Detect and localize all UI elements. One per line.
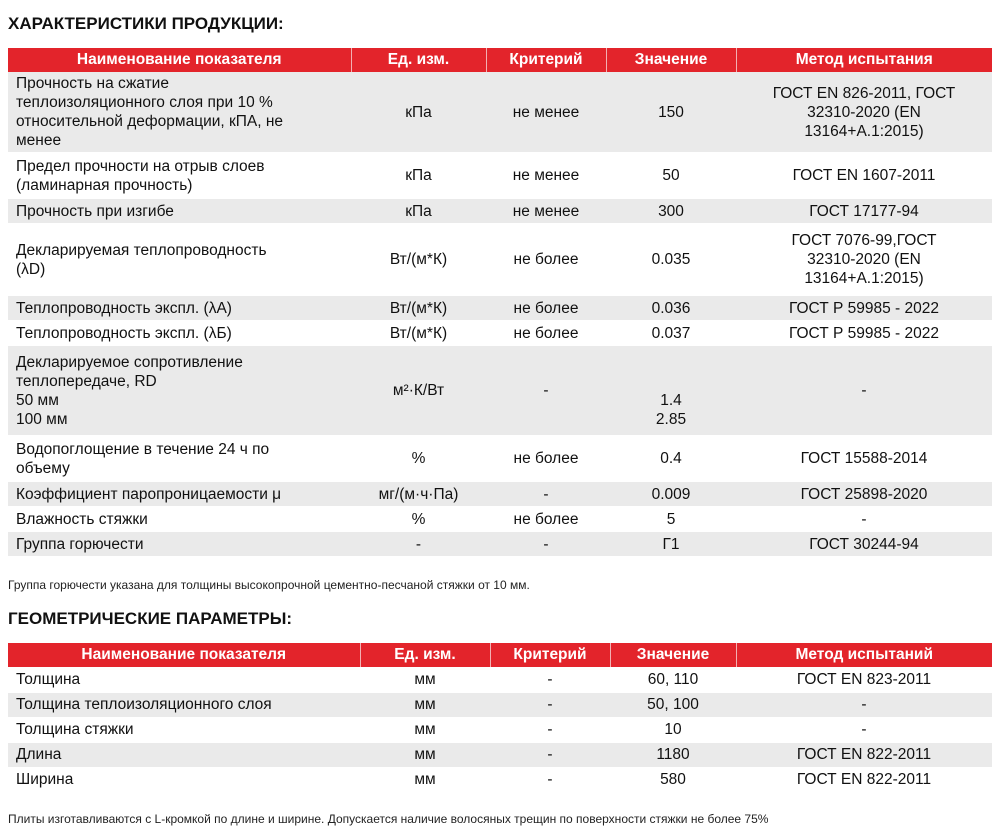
cell-method-line: ГОСТ 7076-99,ГОСТ — [791, 232, 937, 249]
cell-value-line: 1.4 — [660, 392, 682, 409]
cell-name-line: Коэффициент паропроницаемости μ — [16, 485, 282, 503]
cell-name: Длина — [8, 742, 360, 767]
table-row — [8, 717, 992, 742]
table-row — [8, 199, 992, 224]
cell-unit: Вт/(м*К) — [351, 296, 486, 321]
cell-value — [606, 153, 736, 199]
cell-method-line: - — [861, 510, 867, 528]
cell-value: 50, 100 — [610, 692, 736, 717]
section2-note: Плиты изготавливаются с L-кромкой по длине и ширине. Допускается наличие волосяных трещин по поверхности стяжки не более 75% — [8, 812, 769, 826]
cell-method-line: ГОСТ 25898-2020 — [800, 485, 928, 503]
cell-criterion: - — [490, 667, 610, 692]
cell-name-line: теплоизоляционного слоя при 10 % — [16, 94, 273, 111]
cell-name — [8, 436, 351, 482]
cell-name-line: Теплопроводность экспл. (λБ) — [16, 324, 232, 342]
characteristics-table — [8, 48, 992, 557]
cell-method — [736, 436, 992, 482]
cell-name: Толщина — [8, 667, 360, 692]
cell-method: ГОСТ EN 822-2011 — [736, 767, 992, 792]
table-row — [8, 72, 992, 153]
cell-value — [606, 72, 736, 153]
cell-criterion: - — [486, 346, 606, 436]
cell-name — [8, 224, 351, 296]
table-row — [8, 224, 992, 296]
header-name: Наименование показателя — [8, 643, 360, 667]
table-row — [8, 482, 992, 507]
table-row — [8, 346, 992, 436]
cell-value-line: 0.009 — [651, 485, 691, 503]
cell-unit: кПа — [351, 153, 486, 199]
header-method: Метод испытания — [736, 48, 992, 72]
table-row — [8, 532, 992, 557]
section1-note: Группа горючести указана для толщины высокопрочной цементно-песчаной стяжки от 10 мм. — [8, 578, 530, 592]
cell-method — [736, 224, 992, 296]
cell-criterion: - — [486, 482, 606, 507]
cell-name-line: 100 мм — [16, 410, 68, 428]
cell-name: Толщина теплоизоляционного слоя — [8, 692, 360, 717]
cell-value — [606, 296, 736, 321]
cell-unit: мм — [360, 667, 490, 692]
cell-value — [606, 224, 736, 296]
cell-name — [8, 507, 351, 532]
cell-name-line: Влажность стяжки — [16, 510, 148, 528]
cell-method — [736, 296, 992, 321]
cell-method — [736, 507, 992, 532]
cell-criterion: не более — [486, 296, 606, 321]
cell-name-line: 50 мм — [16, 391, 59, 409]
table-row — [8, 742, 992, 767]
cell-method-line: 13164+А.1:2015) — [804, 122, 924, 140]
header-name: Наименование показателя — [8, 48, 351, 72]
cell-value-line: 0.4 — [660, 450, 682, 467]
cell-criterion: - — [490, 692, 610, 717]
table-row — [8, 153, 992, 199]
cell-name — [8, 296, 351, 321]
cell-method: - — [736, 692, 992, 717]
cell-value: 10 — [610, 717, 736, 742]
cell-name — [8, 532, 351, 557]
cell-name-line: теплопередаче, RD — [16, 372, 157, 390]
cell-value-line: 0.035 — [651, 251, 691, 268]
cell-method-line: 32310-2020 (EN — [807, 251, 921, 268]
cell-name-line: Прочность при изгибе — [16, 202, 174, 220]
cell-method — [736, 346, 992, 436]
header-value: Значение — [610, 643, 736, 667]
cell-criterion: - — [486, 532, 606, 557]
cell-value-line: Г1 — [662, 535, 680, 553]
cell-name-line: Прочность на сжатие — [16, 75, 169, 92]
cell-method — [736, 321, 992, 346]
table-header-row — [8, 643, 992, 667]
cell-name-line: относительной деформации, кПА, не — [16, 113, 284, 130]
cell-method-line: - — [861, 382, 867, 399]
cell-value-line: 5 — [666, 510, 676, 528]
cell-value — [606, 507, 736, 532]
table-row — [8, 296, 992, 321]
cell-name-line: Водопоглощение в течение 24 ч по — [16, 440, 270, 458]
cell-value — [606, 346, 736, 436]
cell-name-line: Группа горючести — [16, 535, 144, 553]
cell-name-line: (λD) — [16, 260, 46, 278]
cell-criterion: не менее — [486, 153, 606, 199]
cell-value — [606, 436, 736, 482]
header-criterion: Критерий — [490, 643, 610, 667]
cell-method — [736, 482, 992, 507]
cell-unit: % — [351, 436, 486, 482]
header-unit: Ед. изм. — [351, 48, 486, 72]
cell-method-line: ГОСТ Р 59985 - 2022 — [788, 299, 940, 317]
cell-unit: мм — [360, 767, 490, 792]
table-row — [8, 436, 992, 482]
table-row — [8, 667, 992, 692]
cell-unit: мм — [360, 692, 490, 717]
cell-name-line: Предел прочности на отрыв слоев — [16, 157, 265, 175]
cell-method — [736, 532, 992, 557]
cell-criterion: не менее — [486, 199, 606, 224]
header-value: Значение — [606, 48, 736, 72]
cell-name-line: менее — [16, 132, 62, 149]
cell-value — [606, 321, 736, 346]
cell-unit: кПа — [351, 72, 486, 153]
cell-unit: мм — [360, 717, 490, 742]
cell-unit: кПа — [351, 199, 486, 224]
table-row — [8, 767, 992, 792]
cell-criterion: - — [490, 742, 610, 767]
cell-value: 60, 110 — [610, 667, 736, 692]
cell-name — [8, 72, 351, 153]
cell-name-line: Декларируемое сопротивление — [16, 353, 243, 371]
cell-name-line: Теплопроводность экспл. (λА) — [16, 299, 232, 317]
geometry-table — [8, 643, 992, 793]
cell-method-line: ГОСТ 17177-94 — [809, 202, 919, 220]
cell-name — [8, 199, 351, 224]
cell-name-line: Декларируемая теплопроводность — [16, 241, 267, 259]
cell-criterion: - — [490, 767, 610, 792]
cell-criterion: не менее — [486, 72, 606, 153]
cell-unit: - — [351, 532, 486, 557]
cell-name — [8, 346, 351, 436]
cell-method — [736, 72, 992, 153]
table-row — [8, 321, 992, 346]
cell-method-line: ГОСТ 30244-94 — [809, 535, 919, 553]
cell-criterion: не более — [486, 224, 606, 296]
cell-unit: Вт/(м*К) — [351, 224, 486, 296]
cell-value — [606, 482, 736, 507]
cell-method-line: 32310-2020 (EN — [807, 103, 921, 121]
cell-value-line: 50 — [662, 167, 680, 184]
header-unit: Ед. изм. — [360, 643, 490, 667]
cell-value: 1180 — [610, 742, 736, 767]
cell-method-line: ГОСТ 15588-2014 — [800, 450, 928, 467]
cell-name — [8, 153, 351, 199]
section1-title: ХАРАКТЕРИСТИКИ ПРОДУКЦИИ: — [8, 14, 284, 33]
cell-method-line: ГОСТ EN 1607-2011 — [792, 167, 936, 184]
cell-value — [606, 532, 736, 557]
cell-method-line: ГОСТ Р 59985 - 2022 — [788, 324, 940, 342]
cell-criterion: - — [490, 717, 610, 742]
cell-method: - — [736, 717, 992, 742]
cell-name — [8, 321, 351, 346]
cell-criterion: не более — [486, 436, 606, 482]
section2-title: ГЕОМЕТРИЧЕСКИЕ ПАРАМЕТРЫ: — [8, 609, 293, 628]
cell-method — [736, 153, 992, 199]
table-row — [8, 507, 992, 532]
cell-value-line: 0.037 — [651, 324, 691, 342]
cell-value — [606, 199, 736, 224]
cell-name: Ширина — [8, 767, 360, 792]
cell-name — [8, 482, 351, 507]
cell-unit: % — [351, 507, 486, 532]
header-criterion: Критерий — [486, 48, 606, 72]
cell-method: ГОСТ EN 822-2011 — [736, 742, 992, 767]
cell-name-line: (ламинарная прочность) — [16, 176, 193, 194]
cell-unit: мг/(м·ч·Па) — [351, 482, 486, 507]
cell-method-line: 13164+А.1:2015) — [804, 270, 924, 287]
cell-criterion: не более — [486, 507, 606, 532]
header-method: Метод испытаний — [736, 643, 992, 667]
table-header-row — [8, 48, 992, 72]
cell-name: Толщина стяжки — [8, 717, 360, 742]
cell-method — [736, 199, 992, 224]
cell-method-line: ГОСТ EN 826-2011, ГОСТ — [772, 84, 956, 102]
cell-value-line: 150 — [658, 103, 684, 121]
cell-name-line: объему — [16, 459, 70, 477]
cell-value-line: 300 — [658, 202, 684, 220]
cell-method: ГОСТ EN 823-2011 — [736, 667, 992, 692]
cell-unit: мм — [360, 742, 490, 767]
table-row — [8, 692, 992, 717]
cell-value: 580 — [610, 767, 736, 792]
cell-unit: Вт/(м*К) — [351, 321, 486, 346]
cell-criterion: не более — [486, 321, 606, 346]
cell-value-line: 0.036 — [651, 299, 691, 317]
cell-value-line: 2.85 — [655, 411, 687, 428]
cell-unit: м²·К/Вт — [351, 346, 486, 436]
